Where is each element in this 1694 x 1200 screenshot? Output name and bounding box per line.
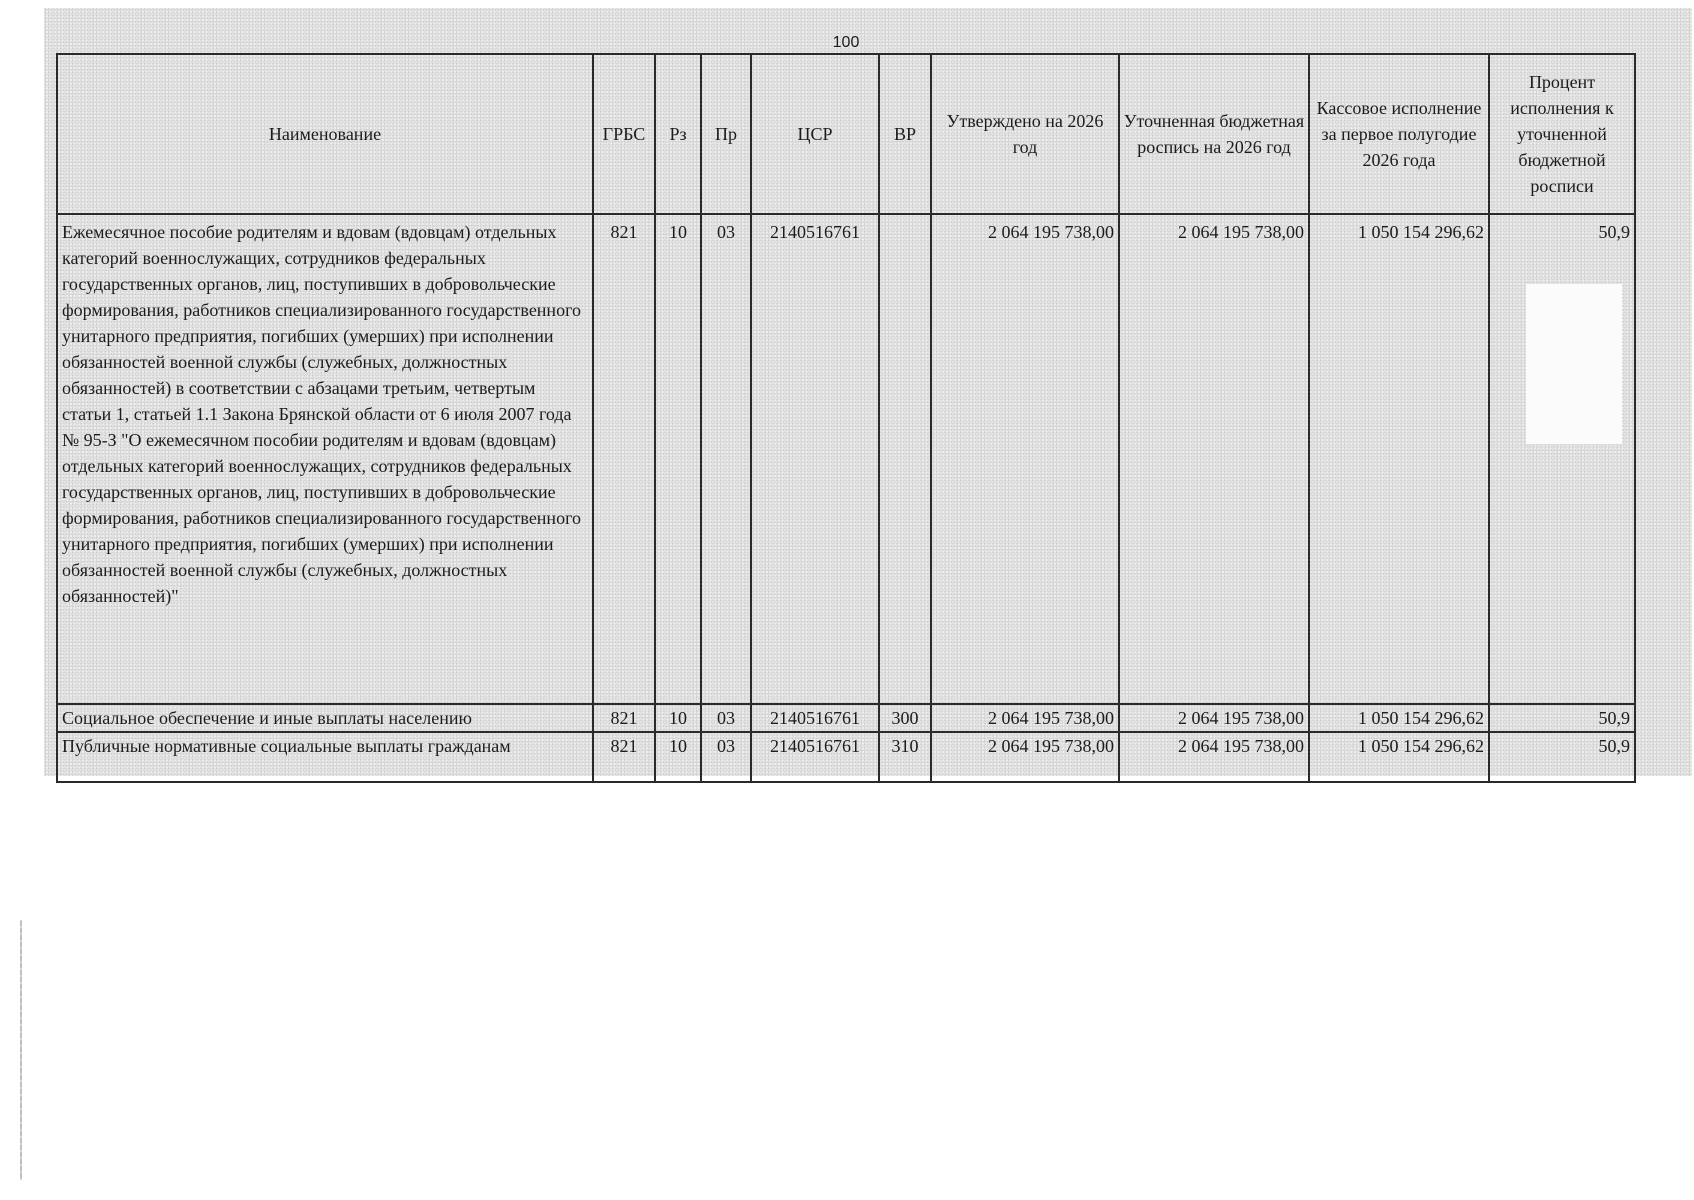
header-cash: Кассовое исполнение за первое полугодие 2026 года: [1309, 54, 1489, 214]
cell-cash: 1 050 154 296,62: [1309, 214, 1489, 704]
cell-pr: 03: [701, 732, 751, 782]
cell-refined: 2 064 195 738,00: [1119, 732, 1309, 782]
header-grbs: ГРБС: [593, 54, 655, 214]
cell-cash: 1 050 154 296,62: [1309, 732, 1489, 782]
cell-csr: 2140516761: [751, 214, 879, 704]
header-pr: Пр: [701, 54, 751, 214]
cell-name: Публичные нормативные социальные выплаты гражданам: [57, 732, 593, 782]
cell-grbs: 821: [593, 732, 655, 782]
cell-refined: 2 064 195 738,00: [1119, 704, 1309, 732]
cell-grbs: 821: [593, 214, 655, 704]
cell-refined: 2 064 195 738,00: [1119, 214, 1309, 704]
cell-approved: 2 064 195 738,00: [931, 704, 1119, 732]
table-row: [57, 214, 1635, 704]
cell-rz: 10: [655, 214, 701, 704]
scan-edge-artifact: [20, 920, 22, 1180]
cell-vr: [879, 214, 931, 704]
cell-csr: 2140516761: [751, 732, 879, 782]
table-header-row: [57, 54, 1635, 214]
header-csr: ЦСР: [751, 54, 879, 214]
cell-rz: 10: [655, 732, 701, 782]
cell-rz: 10: [655, 704, 701, 732]
header-approved: Утверждено на 2026 год: [931, 54, 1119, 214]
cell-grbs: 821: [593, 704, 655, 732]
cell-approved: 2 064 195 738,00: [931, 214, 1119, 704]
cell-pr: 03: [701, 704, 751, 732]
cell-percent: 50,9: [1489, 704, 1635, 732]
header-refined: Уточненная бюджетная роспись на 2026 год: [1119, 54, 1309, 214]
cell-approved: 2 064 195 738,00: [931, 732, 1119, 782]
table-row: [57, 732, 1635, 782]
whiteout-patch: [1526, 284, 1622, 444]
cell-percent: 50,9: [1489, 732, 1635, 782]
budget-execution-table: [56, 53, 1636, 783]
header-rz: Рз: [655, 54, 701, 214]
header-percent: Процент исполнения к уточненной бюджетной росписи: [1489, 54, 1635, 214]
header-vr: ВР: [879, 54, 931, 214]
cell-vr: 310: [879, 732, 931, 782]
table-row: [57, 704, 1635, 732]
cell-pr: 03: [701, 214, 751, 704]
cell-name: Социальное обеспечение и иные выплаты населению: [57, 704, 593, 732]
cell-vr: 300: [879, 704, 931, 732]
cell-name: Ежемесячное пособие родителям и вдовам (вдовцам) отдельных категорий военнослужащих, сотрудников федеральных государственных органов, лиц, поступивших в добровольческие формирования, работников специализированного государственного унитарного предприятия, погибших (умерших) при исполнении обязанностей военной службы (служебных, должностных обязанностей) в соответствии с абзацами третьим, четвертым статьи 1, статьей 1.1 Закона Брянской области от 6 июля 2007 года № 95-З "О ежемесячном пособии родителям и вдовам (вдовцам) отдельных категорий военнослужащих, сотрудников федеральных государственных органов, лиц, поступивших в добровольческие формирования, работников специализированного государственного унитарного предприятия, погибших (умерших) при исполнении обязанностей военной службы (служебных, должностных обязанностей)": [57, 214, 593, 704]
header-name: Наименование: [57, 54, 593, 214]
cell-percent: 50,9: [1489, 214, 1635, 704]
cell-cash: 1 050 154 296,62: [1309, 704, 1489, 732]
cell-csr: 2140516761: [751, 704, 879, 732]
page-number: 100: [832, 34, 860, 51]
